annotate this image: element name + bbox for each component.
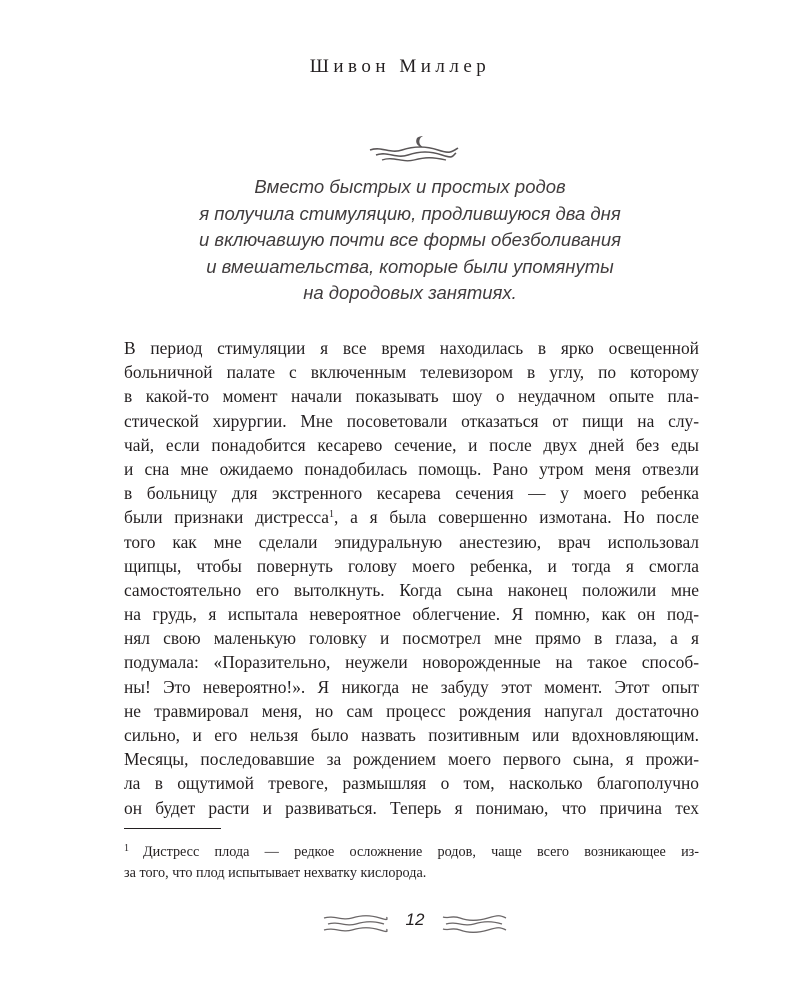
epigraph-line: и вмешательства, которые были упомянуты <box>206 255 614 277</box>
body-paragraph <box>124 336 699 820</box>
body-line-part: были признаки дистресса <box>124 507 329 528</box>
body-line: не травмировал меня, но сам процесс рождения напугал достаточно <box>124 700 699 721</box>
body-line: он будет расти и развиваться. Теперь я понимаю, что причина тех <box>124 797 699 818</box>
waves-icon <box>442 912 508 936</box>
body-line: и сна мне ожидаемо понадобилась помощь. Рано утром меня отвезли <box>124 458 699 479</box>
body-line: в какой-то момент начали показывать шоу о неудачном опыте пла- <box>124 386 699 407</box>
page-number: 12 <box>405 910 425 929</box>
body-line-with-footnote <box>124 505 699 529</box>
body-line: стической хирургии. Мне посоветовали отказаться от пищи на слу- <box>124 410 699 431</box>
body-line: В период стимуляции я все время находилась в ярко освещенной <box>124 338 699 358</box>
moon-waves-icon <box>368 132 460 162</box>
body-line: самостоятельно его вытолкнуть. Когда сына наконец положили мне <box>124 579 699 600</box>
running-head-author: Шивон Миллер <box>309 56 491 77</box>
footnote-divider <box>124 828 221 829</box>
footnote-marker: 1 <box>124 843 129 854</box>
page-footer <box>0 904 800 940</box>
epigraph <box>150 174 670 307</box>
body-line: нял свою маленькую головку и посмотрел мне прямо в глаза, а я <box>124 628 699 649</box>
footnote <box>124 838 699 884</box>
body-line: ны! Это невероятно!». Я никогда не забуду этот момент. Этот опыт <box>124 676 699 697</box>
body-line: подумала: «Поразительно, неужели новорожденные на такое способ- <box>124 652 699 673</box>
body-line-part: , а я была совершенно измотана. Но после <box>333 507 699 528</box>
body-line: того как мне сделали эпидуральную анестезию, врач использовал <box>124 531 699 552</box>
body-line: Месяцы, последовавшие за рождением моего первого сына, я прожи- <box>124 749 699 770</box>
body-line: в больницу для экстренного кесарева сечения — у моего ребенка <box>124 483 699 504</box>
epigraph-line: я получила стимуляцию, продлившуюся два дня <box>199 202 621 224</box>
footnote-line <box>124 838 699 863</box>
footnote-text: Дистресс плода — редкое осложнение родов, чаще всего возникающее из- <box>143 844 699 860</box>
body-line: чай, если понадобится кесарево сечение, и после двух дней без еды <box>124 434 699 455</box>
waves-icon <box>322 912 388 936</box>
body-line: ла в ощутимой тревоге, размышляя о том, насколько благополучно <box>124 773 699 794</box>
body-line: на грудь, я испытала невероятное облегчение. Я помню, как он под- <box>124 604 699 625</box>
footnote-reference[interactable]: 1 <box>328 509 334 521</box>
footnote-line: за того, что плод испытывает нехватку кислорода. <box>124 865 427 881</box>
body-line: щипцы, чтобы повернуть голову моего ребенка, и тогда я смогла <box>124 555 699 576</box>
body-line: сильно, и его нельзя было назвать позитивным или вдохновляющим. <box>124 725 699 745</box>
epigraph-line: и включавшую почти все формы обезболивания <box>198 229 622 250</box>
epigraph-line: Вместо быстрых и простых родов <box>254 176 566 197</box>
body-line: больничной палате с включенным телевизором в углу, по которому <box>124 362 699 383</box>
epigraph-line: на дородовых занятиях. <box>303 282 517 303</box>
